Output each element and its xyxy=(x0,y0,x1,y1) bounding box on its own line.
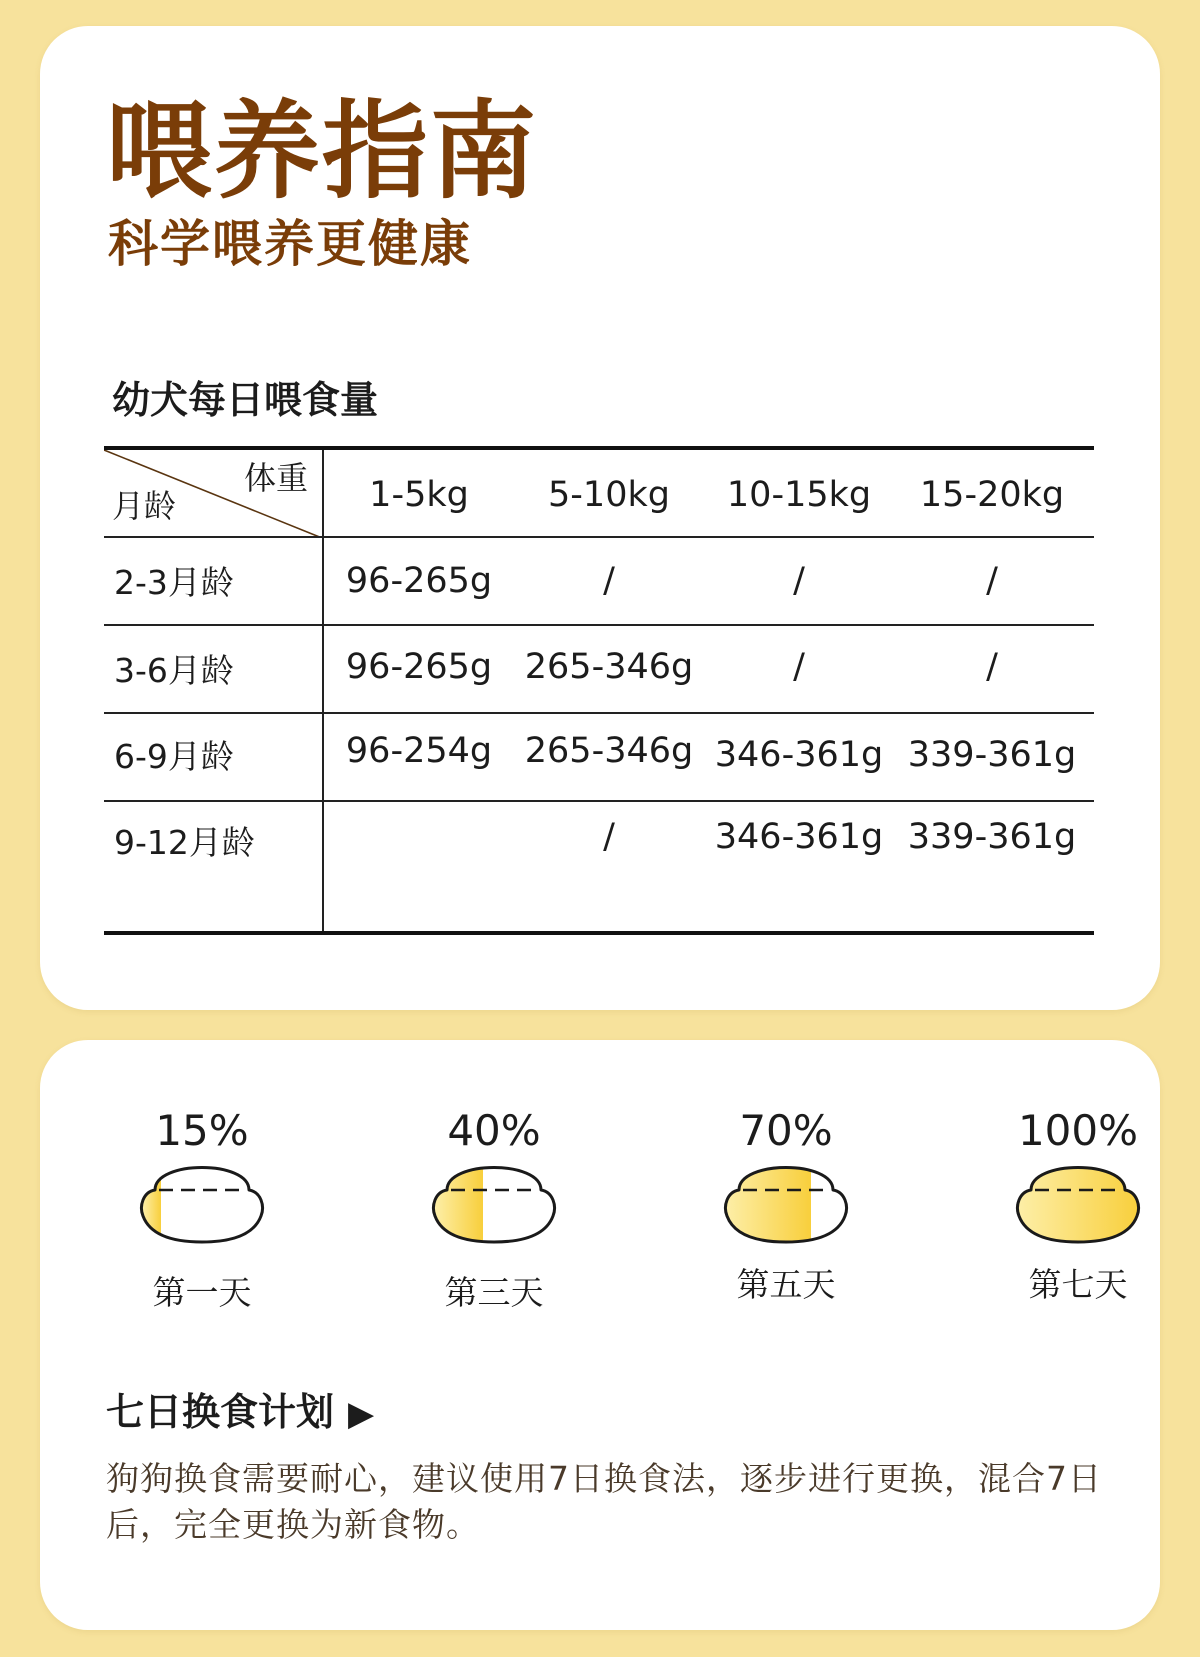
row-age-label: 9-12月龄 xyxy=(114,823,255,862)
table-cell: / xyxy=(986,561,998,601)
column-header: 1-5kg xyxy=(369,475,469,515)
stage-day: 第五天 xyxy=(736,1265,836,1304)
table-cell: 96-265g xyxy=(345,561,493,601)
column-header: 10-15kg xyxy=(726,475,872,515)
transition-stage xyxy=(112,1106,292,1312)
table-title: 幼犬每日喂食量 xyxy=(112,378,379,422)
stage-percent: 40% xyxy=(447,1106,541,1155)
table-cell: 96-265g xyxy=(345,647,493,687)
plan-description: 狗狗换食需要耐心，建议使用7日换食法，逐步进行更换，混合7日后，完全更换为新食物。 xyxy=(106,1459,1102,1544)
column-header: 5-10kg xyxy=(548,475,670,515)
row-age-label: 6-9月龄 xyxy=(114,737,234,776)
stage-percent: 15% xyxy=(155,1106,249,1155)
table-cell: 339-361g xyxy=(907,817,1077,857)
table-cell: / xyxy=(986,647,998,687)
table-cell: / xyxy=(793,561,805,601)
table-cell: 339-361g xyxy=(907,735,1077,775)
bowl-icon xyxy=(1013,1152,1143,1262)
table-cell: 265-346g xyxy=(524,647,694,687)
stage-percent: 100% xyxy=(1017,1106,1139,1155)
transition-stage xyxy=(988,1106,1168,1304)
corner-label-weight: 体重 xyxy=(244,459,309,497)
transition-stage xyxy=(696,1106,876,1304)
table-cell: / xyxy=(603,817,615,857)
table-cell: / xyxy=(603,561,615,601)
food-transition-card xyxy=(40,1040,1160,1630)
plan-title xyxy=(106,1390,374,1436)
bowl-icon xyxy=(721,1152,851,1262)
row-divider xyxy=(104,536,1094,538)
stage-day: 第三天 xyxy=(444,1273,544,1312)
row-divider xyxy=(104,624,1094,626)
column-header: 15-20kg xyxy=(919,475,1065,515)
table-bottom-rule xyxy=(104,931,1094,935)
page-subtitle: 科学喂养更健康 xyxy=(108,215,472,273)
table-column-divider xyxy=(322,450,324,931)
corner-label-age: 月龄 xyxy=(112,487,177,525)
row-divider xyxy=(104,712,1094,714)
row-age-label: 3-6月龄 xyxy=(114,651,234,690)
bowl-icon xyxy=(429,1152,559,1262)
stage-percent: 70% xyxy=(739,1106,833,1155)
transition-stage xyxy=(404,1106,584,1312)
play-arrow-icon: ▶ xyxy=(348,1394,375,1434)
page-title: 喂养指南 xyxy=(106,90,538,213)
plan-title-text: 七日换食计划 xyxy=(106,1390,335,1434)
feeding-guide-card xyxy=(40,26,1160,1010)
stage-day: 第一天 xyxy=(152,1273,252,1312)
bowl-icon xyxy=(137,1152,267,1262)
table-cell: 346-361g xyxy=(714,817,884,857)
table-cell: / xyxy=(793,647,805,687)
row-divider xyxy=(104,800,1094,802)
table-cell: 265-346g xyxy=(524,731,694,771)
row-age-label: 2-3月龄 xyxy=(114,563,234,602)
table-cell: 346-361g xyxy=(714,735,884,775)
stage-day: 第七天 xyxy=(1028,1265,1128,1304)
table-cell: 96-254g xyxy=(345,731,493,771)
